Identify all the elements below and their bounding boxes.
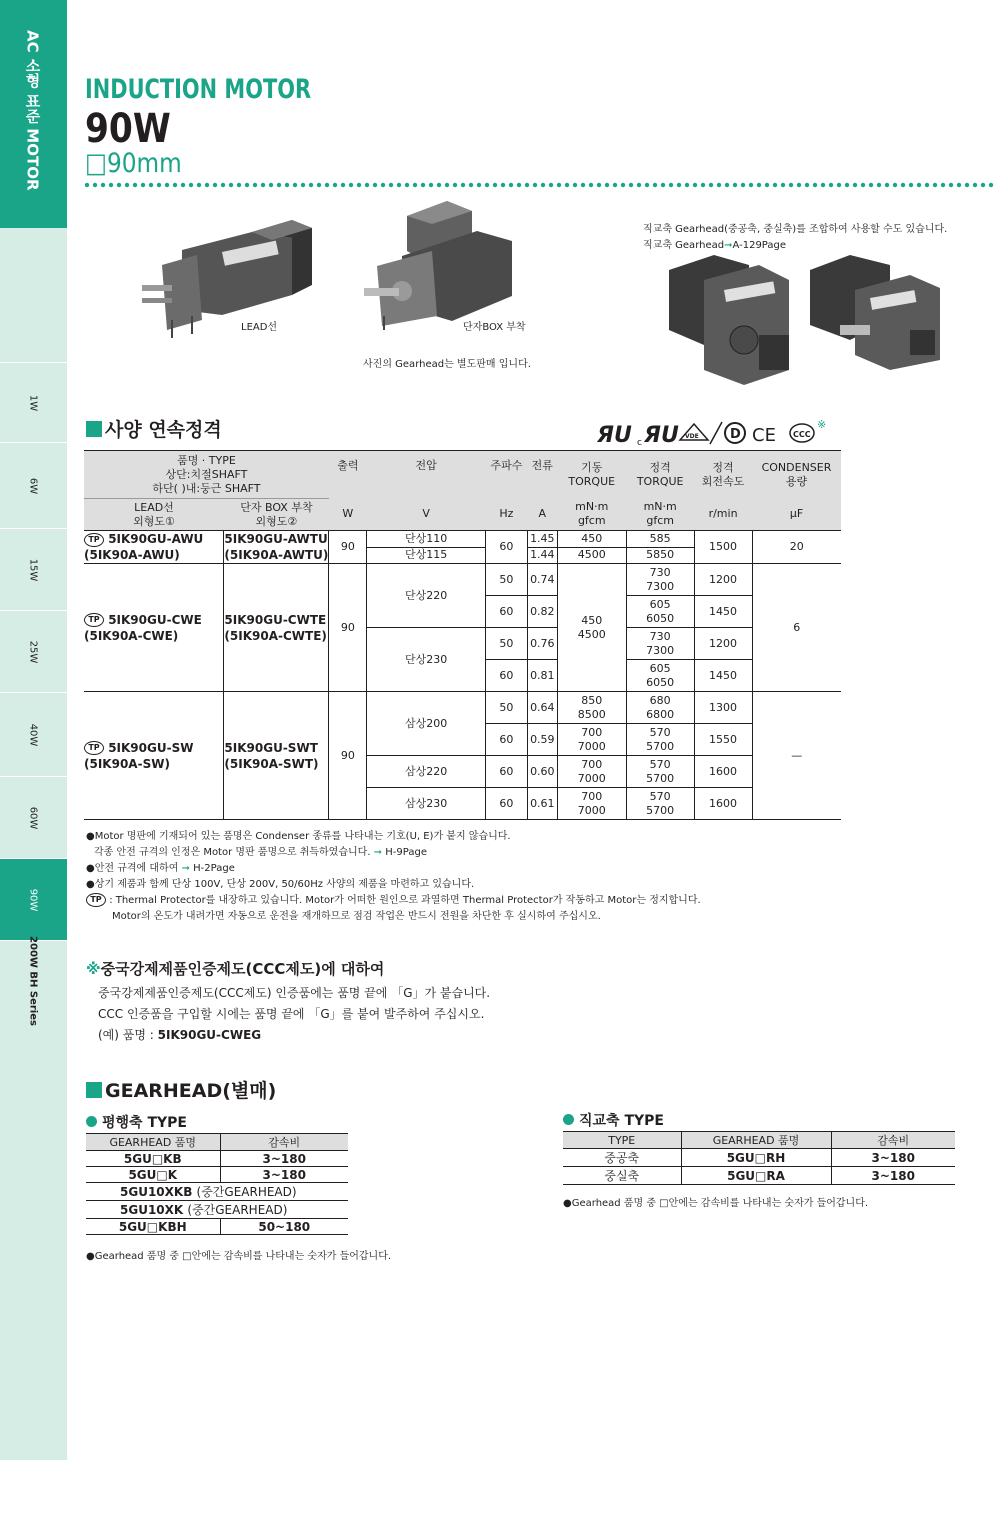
arrow-icon: ➞ xyxy=(373,847,383,858)
thermal-protector-icon: TP xyxy=(84,613,104,627)
ccc-section xyxy=(86,958,490,1046)
note-safety-standards: 각종 안전 규격의 인정은 Motor 명판 품명으로 취득하였습니다. ➞ H-9Page xyxy=(94,847,427,858)
thermal-protector-icon: TP xyxy=(84,533,104,547)
table-row: 단상115 1.44 4500 5850 xyxy=(84,547,841,564)
caption-terminal-box: 단자BOX 부착 xyxy=(463,322,526,333)
caption-gearhead-sold-separately: 사진의 Gearhead는 별도판매 입니다. xyxy=(363,359,531,370)
tab-6w[interactable]: 6W xyxy=(0,442,67,528)
note-safety-ref: ●안전 규격에 대하여 ➞ H-2Page xyxy=(86,863,235,874)
certification-marks xyxy=(597,418,842,448)
arrow-icon: ➞ xyxy=(724,240,733,251)
table-row: 60 0.82 605 6050 1450 xyxy=(84,596,841,628)
power-title: 90W xyxy=(85,106,171,152)
spec-notes xyxy=(86,829,701,925)
table-row: TP 5IK90GU-SW (5IK90A-SW) 5IK90GU-SWT (5IK90A-SWT) 90 삼상200 50 0.64 850 8500 680 6800 1300 — xyxy=(84,692,841,724)
motor-photo-lead-wire xyxy=(142,210,322,340)
series-title: INDUCTION MOTOR xyxy=(85,74,312,105)
ul-icon: ЯU xyxy=(597,423,632,448)
table-row: 중실축 5GU□RA 3~180 xyxy=(563,1167,955,1185)
frame-size: □90mm xyxy=(85,148,182,179)
ce-icon: CE xyxy=(752,425,776,446)
arrow-icon: ➞ xyxy=(181,863,190,874)
right-angle-ref: 직교축 Gearhead➞A-129Page xyxy=(643,240,787,251)
tab-15w[interactable]: 15W xyxy=(0,528,67,610)
cul-icon: ЯU xyxy=(644,423,679,448)
svg-text:VDE: VDE xyxy=(685,433,699,440)
table-row: 5GU□KB 3~180 xyxy=(86,1151,348,1167)
ccc-example: (예) 품명 : 5IK90GU-CWEG xyxy=(98,1028,262,1042)
right-angle-shaft-title: 직교축 TYPE xyxy=(563,1110,664,1130)
table-row: 60 0.81 605 6050 1450 xyxy=(84,660,841,692)
table-row: 60 0.59 700 7000 570 5700 1550 xyxy=(84,724,841,756)
circle-bullet-icon xyxy=(563,1114,574,1125)
svg-text:c: c xyxy=(637,438,642,448)
square-bullet-icon xyxy=(86,1082,102,1098)
table-row: 5GU□KBH 50~180 xyxy=(86,1219,348,1235)
cert-footnote-mark: ※ xyxy=(817,418,827,431)
ccc-line-2: CCC 인증품을 구입할 시에는 품명 끝에 「G」를 붙여 발주하여 주십시오. xyxy=(98,1007,485,1021)
spec-section-title: 사양 연속정격 xyxy=(86,415,222,442)
caption-lead: LEAD선 xyxy=(241,322,278,333)
ccc-title: ※중국강제제품인증제도(CCC제도)에 대하여 xyxy=(86,960,385,978)
category-label: AC 소형 표준 MOTOR xyxy=(23,30,42,191)
svg-text:CCC: CCC xyxy=(793,430,811,439)
table-row: 삼상220 60 0.60 700 7000 570 5700 1600 xyxy=(84,756,841,788)
note-other-specs: ●상기 제품과 함께 단상 100V, 단상 200V, 50/60Hz 사양의 제품을 마련하고 있습니다. xyxy=(86,879,475,890)
note-condenser-symbol: ●Motor 명판에 기재되어 있는 품명은 Condenser 종류를 나타내는 기호(U, E)가 붙지 않습니다. xyxy=(86,831,511,842)
table-row: 5GU10XKB (중간GEARHEAD) xyxy=(86,1183,348,1201)
right-angle-gearhead-note: ●Gearhead 품명 중 □안에는 감속비를 나타내는 숫자가 들어갑니다. xyxy=(563,1198,869,1209)
thermal-protector-icon: TP xyxy=(86,893,106,907)
table-row: 삼상230 60 0.61 700 7000 570 5700 1600 xyxy=(84,788,841,820)
motor-photo-terminal-box xyxy=(362,196,522,331)
right-angle-note: 직교축 Gearhead(중공축, 중실축)를 조합하여 사용할 수도 있습니다. xyxy=(643,224,948,235)
circle-bullet-icon xyxy=(86,1116,97,1127)
tab-1w[interactable]: 1W xyxy=(0,362,67,442)
dotted-divider xyxy=(83,182,995,188)
table-row: 중공축 5GU□RH 3~180 xyxy=(563,1149,955,1167)
gearhead-section-title: GEARHEAD(별매) xyxy=(86,1076,276,1103)
spec-table: 품명 · TYPE 상단:치절SHAFT 하단( )내:둥근 SHAFT 출력 전압 주파수 전류 기동 TORQUE 정격 TORQUE 정격 회전속도 CONDENSER 용량 LEAD선 외형도① 단자 BOX 부착 외형도② W V Hz A mN·m gfcm mN·m gfcm r/min μF TP 5IK90GU-AWU (5IK90A-AWU) 5IK90GU-AWTU (5IK90A-AWTU) 90 단상110 60 1.45 450 585 1500 20 단상115 1.44 4500 5850 TP 5IK90GU-CWE (5IK90A-CWE) 5IK90GU-CWTE (5IK90A-CWTE) 90 단상220 50 0.74 450 4500 730 7300 1200 6 60 0.82 605 6050 1450 단상230 50 0.76 730 7300 1200 60 0.81 605 6050 1450 TP 5IK90GU-SW (5IK90A-SW) 5IK90GU-SWT (5IK90A-SWT) 90 삼상200 50 0.64 850 8500 680 6800 1300 — 60 0.59 700 7000 570 5700 1550 삼상220 60 0.60 700 7000 570 5700 1600 삼상230 60 0.61 700 7000 570 5700 1600 xyxy=(84,450,841,820)
side-index-strip xyxy=(0,0,67,1460)
note-restart-warning: Motor의 온도가 내려가면 자동으로 운전을 재개하므로 점검 작업은 반드시 전원을 차단한 후 실시하여 주십시오. xyxy=(112,911,601,922)
tab-90w[interactable]: 90W xyxy=(0,858,67,940)
category-tab xyxy=(0,0,67,228)
table-row: TP 5IK90GU-CWE (5IK90A-CWE) 5IK90GU-CWTE (5IK90A-CWTE) 90 단상220 50 0.74 450 4500 730 7300 1200 6 xyxy=(84,564,841,596)
tab-60w[interactable]: 60W xyxy=(0,776,67,858)
right-angle-gearhead-photo-2 xyxy=(800,250,950,370)
table-row: 5GU□K 3~180 xyxy=(86,1167,348,1183)
parallel-gearhead-table: GEARHEAD 품명 감속비 5GU□KB 3~180 5GU□K 3~180 5GU10XKB (중간GEARHEAD) 5GU10XK (중간GEARHEAD) 5GU□KBH 50~180 xyxy=(86,1133,348,1235)
tab-200w-bh-series[interactable]: 200W BH Series xyxy=(0,940,67,1020)
tab-40w[interactable]: 40W xyxy=(0,692,67,776)
note-thermal-protector: TP : Thermal Protector를 내장하고 있습니다. Motor가 어떠한 원인으로 과열하면 Thermal Protector가 작동하고 Motor는 정지합니다. xyxy=(86,893,701,909)
square-bullet-icon xyxy=(86,421,102,437)
table-row: TP 5IK90GU-AWU (5IK90A-AWU) 5IK90GU-AWTU (5IK90A-AWTU) 90 단상110 60 1.45 450 585 1500 20 xyxy=(84,531,841,548)
ccc-line-1: 중국강제제품인증제도(CCC제도) 인증품에는 품명 끝에 「G」가 붙습니다. xyxy=(98,986,491,1000)
table-row: 단상230 50 0.76 730 7300 1200 xyxy=(84,628,841,660)
parallel-shaft-title: 평행축 TYPE xyxy=(86,1112,187,1132)
right-angle-gearhead-table: TYPE GEARHEAD 품명 감속비 중공축 5GU□RH 3~180 중실축 5GU□RA 3~180 xyxy=(563,1131,955,1185)
table-row: 5GU10XK (중간GEARHEAD) xyxy=(86,1201,348,1219)
parallel-gearhead-note: ●Gearhead 품명 중 □안에는 감속비를 나타내는 숫자가 들어갑니다. xyxy=(86,1251,392,1262)
tab-25w[interactable]: 25W xyxy=(0,610,67,692)
thermal-protector-icon: TP xyxy=(84,741,104,755)
svg-text:D: D xyxy=(730,427,741,442)
